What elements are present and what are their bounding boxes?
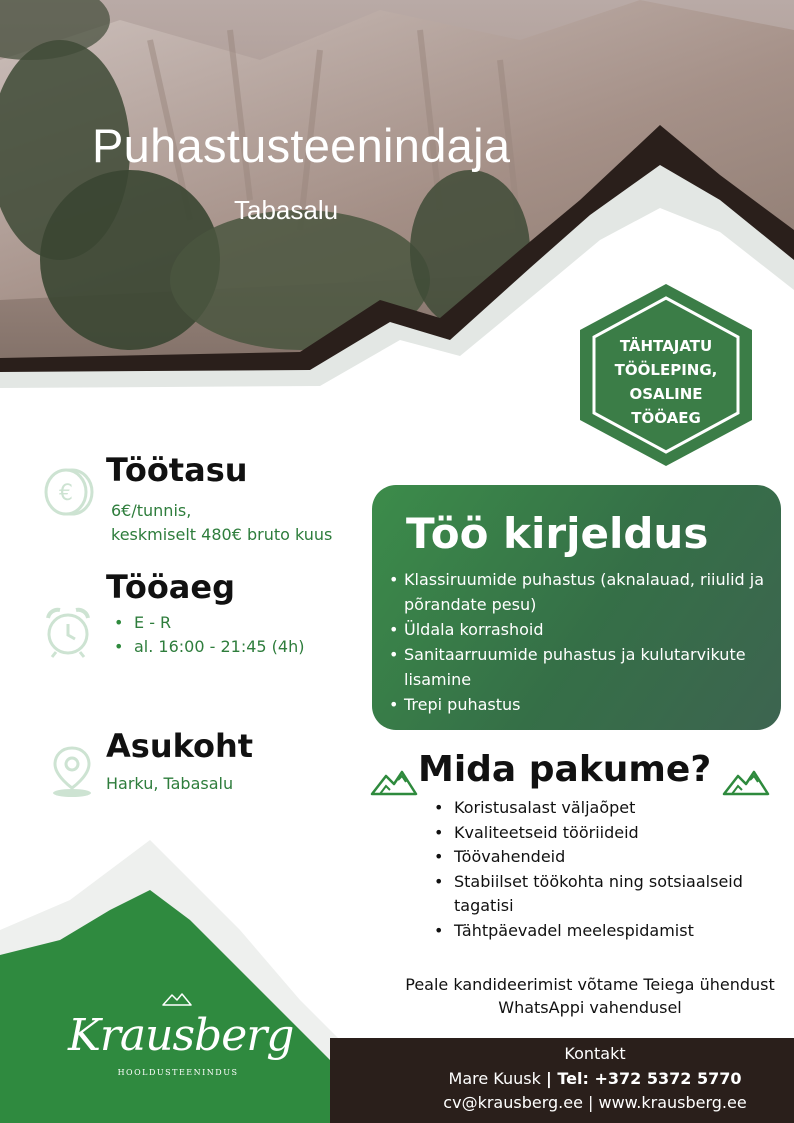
mountain-left-icon — [370, 768, 418, 796]
badge-line: TÖÖAEG — [631, 409, 701, 427]
logo-mountain-icon — [162, 992, 192, 1006]
contact-name-line — [355, 1067, 794, 1092]
location-text: Harku, Tabasalu — [106, 774, 234, 793]
list-item: • Koristusalast väljaõpet — [432, 796, 772, 821]
contact-email-web[interactable]: cv@krausberg.ee | www.krausberg.ee — [443, 1093, 747, 1112]
list-item: • Klassiruumide puhastus (aknalauad, riiulid ja põrandate pesu) — [386, 567, 766, 617]
offer-title: Mida pakume? — [418, 749, 712, 790]
contract-badge-text — [600, 334, 732, 430]
contact-heading: Kontakt — [564, 1044, 626, 1063]
salary-line: keskmiselt 480€ bruto kuus — [111, 525, 333, 544]
list-item: • Trepi puhastus — [386, 692, 766, 717]
list-item: • Stabiilset töökohta ning sotsiaalseid tagatisi — [432, 870, 772, 919]
note-line: WhatsAppi vahendusel — [498, 998, 682, 1017]
salary-details — [111, 499, 332, 547]
contact-footer-text — [355, 1042, 794, 1116]
hours-list — [106, 611, 304, 659]
hours-title: Tööaeg — [106, 568, 235, 606]
mountain-right-icon — [722, 768, 770, 796]
list-item: • Tähtpäevadel meelespidamist — [432, 919, 772, 944]
salary-line: 6€/tunnis, — [111, 501, 192, 520]
svg-text:€: € — [59, 481, 73, 506]
list-item: • E - R — [106, 611, 304, 635]
logo-tagline: HOOLDUSTEENINDUS — [117, 1068, 239, 1077]
euro-coin-icon — [42, 466, 94, 518]
alarm-clock-icon — [42, 604, 94, 658]
location-pin-icon — [50, 744, 94, 798]
krausberg-logo — [60, 992, 294, 1092]
note-line: Peale kandideerimist võtame Teiega ühendust — [405, 975, 775, 994]
list-item: • al. 16:00 - 21:45 (4h) — [106, 635, 304, 659]
job-description-list — [386, 567, 766, 717]
job-description-title: Töö kirjeldus — [406, 509, 709, 558]
list-item: • Kvaliteetseid tööriideid — [432, 821, 772, 846]
contract-badge — [578, 282, 754, 468]
location-title: Asukoht — [106, 727, 254, 765]
list-item: • Sanitaarruumide puhastus ja kulutarvikute lisamine — [386, 642, 766, 692]
job-description-card — [372, 485, 781, 730]
badge-line: OSALINE — [629, 385, 703, 403]
list-item: • Üldala korrashoid — [386, 617, 766, 642]
logo-wordmark: Krausberg — [68, 1010, 294, 1061]
contact-name: Mare Kuusk — [448, 1068, 541, 1088]
salary-title: Töötasu — [106, 451, 248, 489]
job-location-subtitle: Tabasalu — [234, 195, 339, 225]
page-title: Puhastusteenindaja — [92, 119, 511, 172]
list-item: • Töövahendeid — [432, 845, 772, 870]
badge-line: TÄHTAJATU — [619, 337, 713, 355]
contact-phone[interactable]: | Tel: +372 5372 5770 — [545, 1068, 742, 1088]
badge-line: TÖÖLEPING, — [614, 361, 718, 379]
